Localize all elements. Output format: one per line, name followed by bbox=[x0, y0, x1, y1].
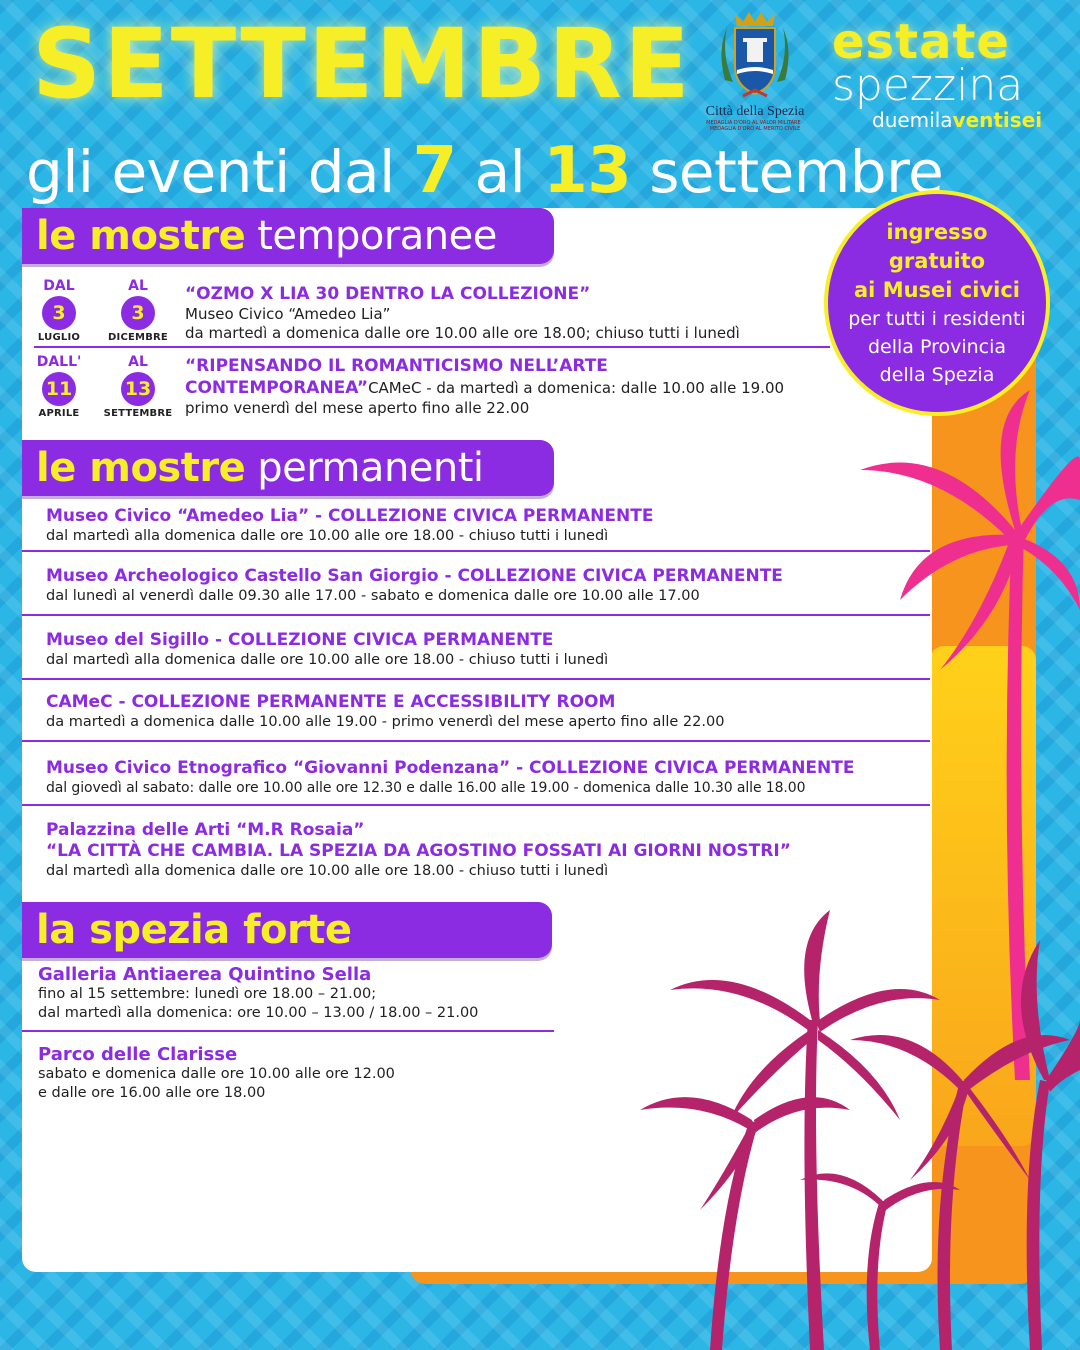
date-month: LUGLIO bbox=[37, 332, 81, 343]
heading-bold: le mostre bbox=[36, 445, 246, 491]
section-heading-temporary bbox=[22, 208, 554, 264]
subtitle-day-2: 13 bbox=[543, 134, 632, 208]
badge-line-2: gratuito bbox=[888, 248, 986, 273]
museum-hours: dal giovedì al sabato: dalle ore 10.00 alle ore 12.30 e dalle 16.00 alle 19.00 - domenica dalle 10.30 alle 18.00 bbox=[46, 780, 806, 796]
city-crest bbox=[700, 10, 810, 132]
event-venue-hours: CAMeC - da martedì a domenica: dalle 10.00 alle 19.00 bbox=[368, 379, 785, 397]
brand-year-b: ventisei bbox=[952, 108, 1043, 132]
brand-logo bbox=[832, 14, 1072, 132]
list-item bbox=[46, 506, 926, 546]
museum-title: Palazzina delle Arti “M.R Rosaia” bbox=[46, 820, 365, 840]
date-day: 3 bbox=[42, 296, 76, 330]
brand-year-a: duemila bbox=[872, 108, 953, 132]
site-hours-2: e dalle ore 16.00 alle ore 18.00 bbox=[38, 1085, 266, 1101]
list-item bbox=[46, 630, 926, 670]
museum-hours: da martedì a domenica dalle 10.00 alle 19.00 - primo venerdì del mese aperto fino alle 22.00 bbox=[46, 714, 725, 730]
subtitle-mid: al bbox=[474, 138, 526, 206]
event-2-to-date bbox=[103, 354, 173, 419]
date-day: 11 bbox=[42, 372, 76, 406]
list-item bbox=[38, 1044, 578, 1103]
event-1-from-date bbox=[24, 278, 94, 343]
divider bbox=[34, 346, 830, 348]
brand-line-3 bbox=[872, 108, 1072, 132]
brand-line-2: spezzina bbox=[832, 60, 1024, 111]
event-2-details bbox=[185, 355, 825, 418]
event-2-from-date bbox=[24, 354, 94, 419]
event-title: “OZMO X LIA 30 DENTRO LA COLLEZIONE” bbox=[185, 284, 591, 304]
badge-line-5: della Provincia bbox=[867, 335, 1007, 358]
free-entry-badge bbox=[824, 190, 1050, 416]
museum-title: Museo Civico Etnografico “Giovanni Podenzana” - COLLEZIONE CIVICA PERMANENTE bbox=[46, 758, 855, 778]
divider bbox=[22, 614, 930, 616]
museum-hours: dal martedì alla domenica dalle ore 10.00 alle ore 18.00 - chiuso tutti i lunedì bbox=[46, 652, 609, 668]
museum-title: Museo Archeologico Castello San Giorgio - COLLEZIONE CIVICA PERMANENTE bbox=[46, 566, 783, 586]
badge-line-1: ingresso bbox=[886, 219, 988, 244]
subtitle-pre: gli eventi dal bbox=[26, 138, 395, 206]
crest-subtext: MEDAGLIA D'ORO AL VALOR MILITARE · MEDAGLIA D'ORO AL MERITO CIVILE bbox=[706, 120, 804, 132]
divider bbox=[22, 740, 930, 742]
heading-light: temporanee bbox=[257, 213, 497, 259]
museum-title: Museo Civico “Amedeo Lia” - COLLEZIONE CIVICA PERMANENTE bbox=[46, 506, 654, 526]
list-item bbox=[46, 820, 926, 881]
site-title: Galleria Antiaerea Quintino Sella bbox=[38, 964, 372, 985]
event-title: “RIPENSANDO IL ROMANTICISMO NELL’ARTE bbox=[185, 356, 608, 376]
section-heading-permanent bbox=[22, 440, 554, 496]
divider bbox=[22, 804, 930, 806]
badge-line-4: per tutti i residenti bbox=[848, 307, 1026, 330]
event-1-details bbox=[185, 283, 825, 343]
date-label: DAL bbox=[43, 278, 75, 294]
badge-line-6: della Spezia bbox=[879, 363, 995, 386]
heading-light: permanenti bbox=[257, 445, 484, 491]
date-month: APRILE bbox=[38, 408, 80, 419]
list-item bbox=[46, 692, 926, 732]
badge-line-3: ai Musei civici bbox=[854, 277, 1020, 302]
page-title: SETTEMBRE bbox=[32, 8, 692, 120]
event-venue: Museo Civico “Amedeo Lia” bbox=[185, 305, 391, 323]
divider bbox=[22, 678, 930, 680]
list-item bbox=[46, 758, 926, 798]
event-title-b: CONTEMPORANEA” bbox=[185, 378, 369, 398]
date-day: 13 bbox=[121, 372, 155, 406]
museum-title: Museo del Sigillo - COLLEZIONE CIVICA PERMANENTE bbox=[46, 630, 554, 650]
site-hours-2: dal martedì alla domenica: ore 10.00 – 13.00 / 18.00 – 21.00 bbox=[38, 1005, 479, 1021]
city-crest-icon bbox=[713, 10, 797, 102]
event-1-to-date bbox=[103, 278, 173, 343]
exhibition-title: “LA CITTÀ CHE CAMBIA. LA SPEZIA DA AGOSTINO FOSSATI AI GIORNI NOSTRI” bbox=[46, 841, 791, 861]
subtitle-post: settembre bbox=[649, 138, 944, 206]
section-heading-forte bbox=[22, 902, 552, 958]
site-title: Parco delle Clarisse bbox=[38, 1044, 238, 1065]
date-day: 3 bbox=[121, 296, 155, 330]
subtitle-day-1: 7 bbox=[412, 134, 457, 208]
divider bbox=[22, 550, 930, 552]
site-hours-1: fino al 15 settembre: lunedì ore 18.00 – 21.00; bbox=[38, 986, 377, 1002]
museum-hours: dal martedì alla domenica dalle ore 10.00 alle ore 18.00 - chiuso tutti i lunedì bbox=[46, 863, 609, 879]
page-subtitle bbox=[26, 134, 943, 208]
site-hours-1: sabato e domenica dalle ore 10.00 alle ore 12.00 bbox=[38, 1066, 395, 1082]
date-label: DALL' bbox=[36, 354, 82, 370]
list-item bbox=[46, 566, 926, 606]
museum-hours: dal lunedì al venerdì dalle 09.30 alle 17.00 - sabato e domenica dalle ore 10.00 alle 17.00 bbox=[46, 588, 700, 604]
date-label: AL bbox=[128, 354, 148, 370]
event-hours: primo venerdì del mese aperto fino alle 22.00 bbox=[185, 399, 530, 417]
museum-title: CAMeC - COLLEZIONE PERMANENTE E ACCESSIBILITY ROOM bbox=[46, 692, 616, 712]
event-hours: da martedì a domenica dalle ore 10.00 alle ore 18.00; chiuso tutti i lunedì bbox=[185, 324, 740, 342]
heading-bold: la spezia forte bbox=[36, 907, 352, 953]
event-title-line-2 bbox=[185, 377, 825, 399]
date-month: SETTEMBRE bbox=[103, 408, 173, 419]
divider bbox=[22, 1030, 554, 1032]
list-item bbox=[38, 964, 578, 1023]
crest-city-label: Città della Spezia bbox=[705, 104, 805, 119]
heading-bold: le mostre bbox=[36, 213, 246, 259]
date-label: AL bbox=[128, 278, 148, 294]
museum-hours: dal martedì alla domenica dalle ore 10.00 alle ore 18.00 - chiuso tutti i lunedì bbox=[46, 528, 609, 544]
brand-line-1: estate bbox=[832, 14, 1010, 70]
date-month: DICEMBRE bbox=[108, 332, 168, 343]
